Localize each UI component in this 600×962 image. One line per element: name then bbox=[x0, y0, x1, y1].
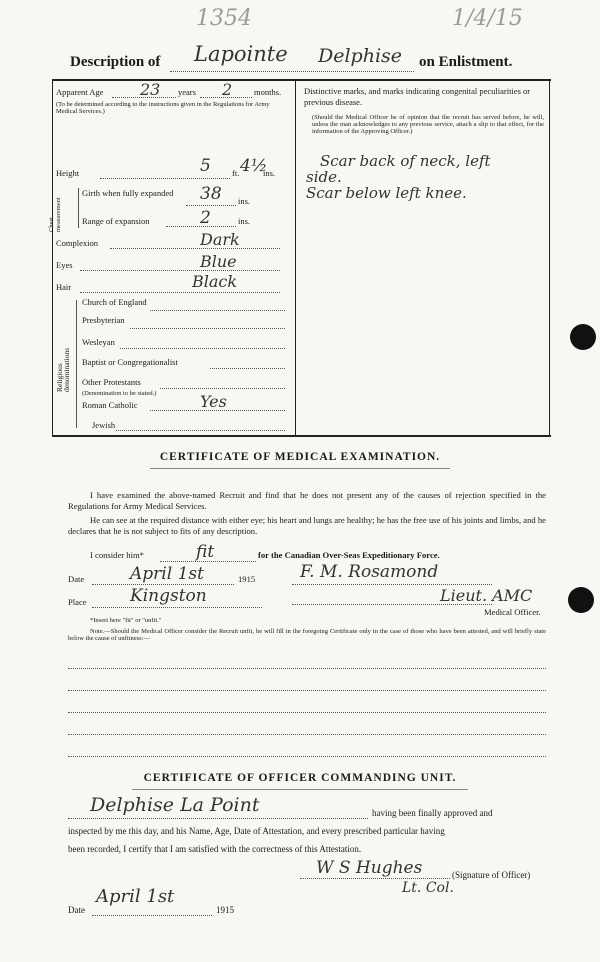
consider-prefix: I consider him* bbox=[90, 550, 144, 560]
religion-side-label: Religious denominations bbox=[55, 347, 71, 392]
ft-label: ft. bbox=[232, 168, 240, 178]
height-ins-label: ins. bbox=[263, 168, 276, 178]
place-value: Kingston bbox=[130, 586, 207, 606]
years-label: years bbox=[178, 87, 196, 97]
medical-rank: Lieut. AMC bbox=[440, 586, 533, 605]
height-ins: 4½ bbox=[240, 156, 268, 176]
medical-date-label: Date bbox=[68, 574, 85, 584]
religion-4: Other Protestants bbox=[82, 377, 141, 387]
age-months: 2 bbox=[222, 80, 233, 99]
age-label: Apparent Age bbox=[56, 87, 104, 97]
medical-para-2: He can see at the required distance with either eye; his heart and lungs are healthy; he has the free use of his joints and limbs, and he declares that he is not subject to fits of any description. bbox=[68, 515, 546, 536]
officer-name-value: Delphise La Point bbox=[90, 794, 260, 816]
height-label: Height bbox=[56, 168, 80, 178]
marks-note: (Should the Medical Officer be of opinion that the recruit has served before, he will, unless the man acknowledges to any previous service, attach a slip to that effect, for the information of the Approving Officer.) bbox=[312, 114, 544, 135]
officer-heading: CERTIFICATE OF OFFICER COMMANDING UNIT. bbox=[143, 772, 457, 784]
officer-line-1-suffix: having been finally approved and bbox=[372, 808, 493, 818]
range-label: Range of expansion bbox=[82, 216, 150, 226]
title-suffix: on Enlistment. bbox=[419, 54, 513, 70]
consider-suffix: for the Canadian Over-Seas Expeditionary Force. bbox=[258, 550, 440, 560]
religion-0: Church of England bbox=[82, 297, 147, 307]
officer-date-label: Date bbox=[68, 905, 85, 915]
medical-note: Note.—Should the Medical Officer consider the Recruit unfit, he will fill in the foregoing Certificate only in the case of those who have been attested, and will briefly state below the cause of unfitness:— bbox=[68, 628, 546, 642]
religion-1: Presbyterian bbox=[82, 315, 125, 325]
months-label: months. bbox=[254, 87, 282, 97]
hair-label: Hair bbox=[56, 282, 72, 292]
place-label: Place bbox=[68, 597, 87, 607]
officer-line-3: been recorded, I certify that I am satisfied with the correctness of this Attestation. bbox=[68, 844, 362, 854]
marks-line-2: side. bbox=[306, 168, 342, 186]
surname: Lapointe bbox=[194, 42, 288, 66]
marks-line-3: Scar below left knee. bbox=[306, 184, 467, 202]
officer-signature: W S Hughes bbox=[316, 858, 423, 878]
eyes-label: Eyes bbox=[56, 260, 73, 270]
girth-label: Girth when fully expanded bbox=[82, 188, 174, 198]
religion-3: Baptist or Congregationalist bbox=[82, 357, 178, 367]
medical-officer-label: Medical Officer. bbox=[484, 607, 541, 617]
punch-hole-lower bbox=[568, 587, 594, 613]
girth-value: 38 bbox=[200, 184, 222, 204]
eyes-value: Blue bbox=[200, 252, 237, 271]
title-prefix: Description of bbox=[70, 54, 161, 70]
hair-value: Black bbox=[192, 272, 238, 291]
complexion-label: Complexion bbox=[56, 238, 99, 248]
girth-ins-label: ins. bbox=[238, 196, 251, 206]
medical-date-value: April 1st bbox=[130, 564, 204, 584]
officer-date-value: April 1st bbox=[96, 886, 175, 907]
medical-year: 1915 bbox=[238, 574, 256, 584]
officer-year: 1915 bbox=[216, 905, 234, 915]
religion-5: Roman Catholic bbox=[82, 400, 138, 410]
other-protestants-note: (Denomination to be stated.) bbox=[82, 390, 157, 397]
chest-side-label: Chest measurement bbox=[48, 197, 62, 232]
officer-rank: Lt. Col. bbox=[402, 880, 454, 896]
medical-heading: CERTIFICATE OF MEDICAL EXAMINATION. bbox=[159, 451, 441, 463]
religion-2: Wesleyan bbox=[82, 337, 115, 347]
insert-note: *Insert here "fit" or "unfit." bbox=[90, 617, 162, 624]
age-note: (To be determined according to the instructions given in the Regulations for Army Medical Services.) bbox=[56, 101, 270, 115]
record-number: 1354 bbox=[196, 6, 252, 31]
marks-heading: Distinctive marks, and marks indicating congenital peculiarities or previous disease. bbox=[304, 86, 531, 107]
complexion-value: Dark bbox=[200, 230, 240, 249]
punch-hole-upper bbox=[570, 324, 596, 350]
given-name: Delphise bbox=[318, 45, 403, 67]
range-ins-label: ins. bbox=[238, 216, 251, 226]
religion-6: Jewish bbox=[92, 420, 116, 430]
medical-para-1: I have examined the above-named Recruit and find that he does not present any of the causes of rejection specified in the Regulations for Army Medical Services. bbox=[68, 490, 546, 511]
consider-value: fit bbox=[196, 542, 215, 562]
record-date: 1/4/15 bbox=[452, 6, 523, 31]
height-ft: 5 bbox=[200, 156, 211, 176]
medical-signature: F. M. Rosamond bbox=[300, 562, 439, 582]
age-years: 23 bbox=[140, 80, 161, 99]
religion-mark: Yes bbox=[200, 392, 227, 411]
range-value: 2 bbox=[200, 208, 211, 228]
officer-signature-label: (Signature of Officer) bbox=[452, 870, 531, 880]
officer-line-2: inspected by me this day, and his Name, Age, Date of Attestation, and every prescribed particular having bbox=[68, 826, 445, 836]
marks-line-1: Scar back of neck, left bbox=[320, 152, 491, 170]
